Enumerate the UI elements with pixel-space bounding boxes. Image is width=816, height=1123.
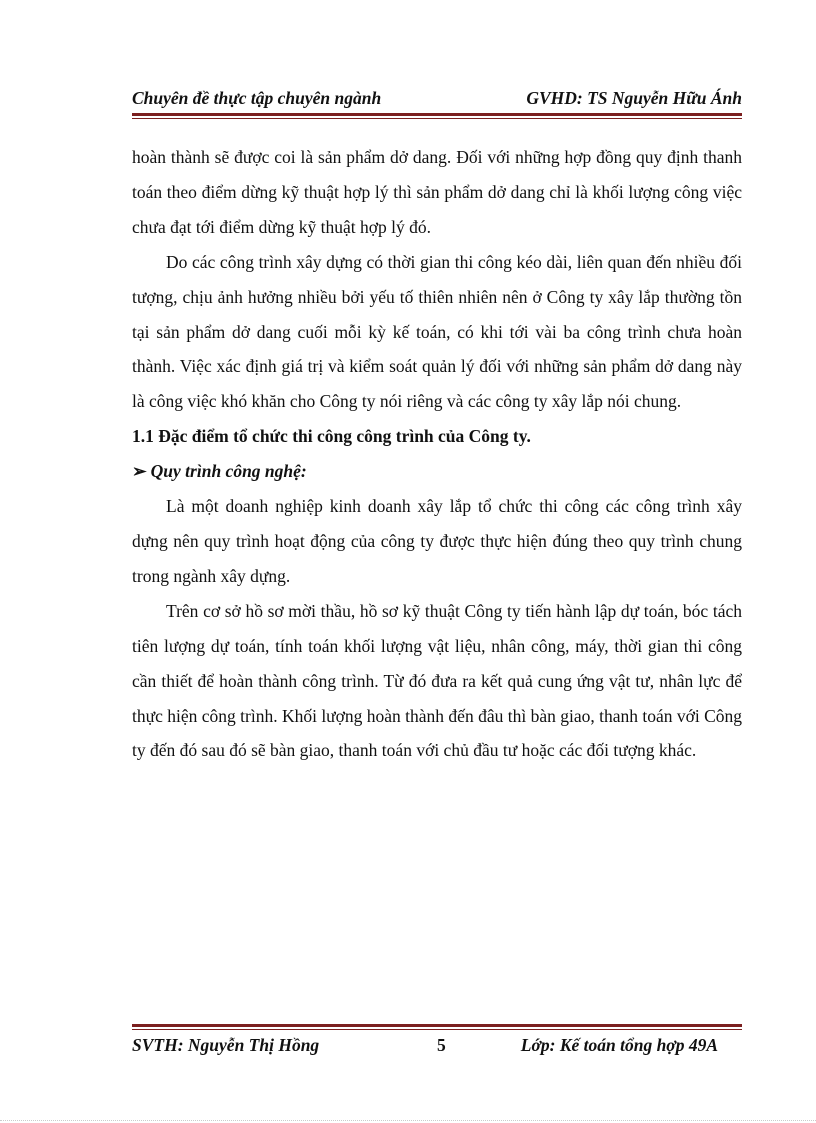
footer-rule — [132, 1024, 742, 1030]
bullet-heading — [132, 454, 742, 489]
footer-student: SVTH: Nguyễn Thị Hồng — [132, 1035, 320, 1055]
paragraph: Là một doanh nghiệp kinh doanh xây lắp tổ chức thi công các công trình xây dựng nên quy trình hoạt động của công ty được thực hiện đúng theo quy trình chung trong ngành xây dựng. — [132, 496, 742, 586]
paragraph-continuation: hoàn thành sẽ được coi là sản phẩm dở dang. Đối với những hợp đồng quy định thanh toán theo điểm dừng kỹ thuật hợp lý thì sản phẩm dở dang chỉ là khối lượng công việc chưa đạt tới điểm dừng kỹ thuật hợp lý đó. — [132, 147, 742, 237]
paragraph: Do các công trình xây dựng có thời gian thi công kéo dài, liên quan đến nhiều đối tượng, chịu ảnh hưởng nhiều bởi yếu tố thiên nhiên nên ở Công ty xây lắp thường tồn tại sản phẩm dở dang cuối mỗi kỳ kế toán, có khi tới vài ba công trình chưa hoàn thành. Việc xác định giá trị và kiểm soát quản lý đối với những sản phẩm dở dang này là công việc khó khăn cho Công ty nói riêng và các công ty xây lắp nói chung. — [132, 251, 742, 412]
paragraph: Trên cơ sở hồ sơ mời thầu, hồ sơ kỹ thuật Công ty tiến hành lập dự toán, bóc tách tiên lượng dự toán, tính toán khối lượng vật liệu, nhân công, máy, thời gian thi công cần thiết để hoàn thành công trình. Từ đó đưa ra kết quả cung ứng vật tư, nhân lực để thực hiện công trình. Khối lượng hoàn thành đến đâu thì bàn giao, thanh toán với Công ty đến đó sau đó sẽ bàn giao, thanh toán với chủ đầu tư hoặc các đối tượng khác. — [132, 600, 743, 761]
header-advisor: GVHD: TS Nguyễn Hữu Ánh — [526, 88, 742, 108]
header-rule — [132, 113, 742, 119]
bullet-heading-text: Quy trình công nghệ: — [150, 461, 307, 482]
page-edge-divider — [0, 1120, 816, 1121]
section-heading: 1.1 Đặc điểm tổ chức thi công công trình của Công ty. — [132, 426, 531, 447]
page-body — [132, 140, 742, 768]
page-header — [132, 88, 742, 109]
arrow-bullet-icon: ➢ — [132, 461, 147, 482]
footer-class: Lớp: Kế toán tổng hợp 49A — [520, 1035, 718, 1055]
page-number: 5 — [437, 1035, 446, 1055]
header-title: Chuyên đề thực tập chuyên ngành — [132, 88, 382, 108]
